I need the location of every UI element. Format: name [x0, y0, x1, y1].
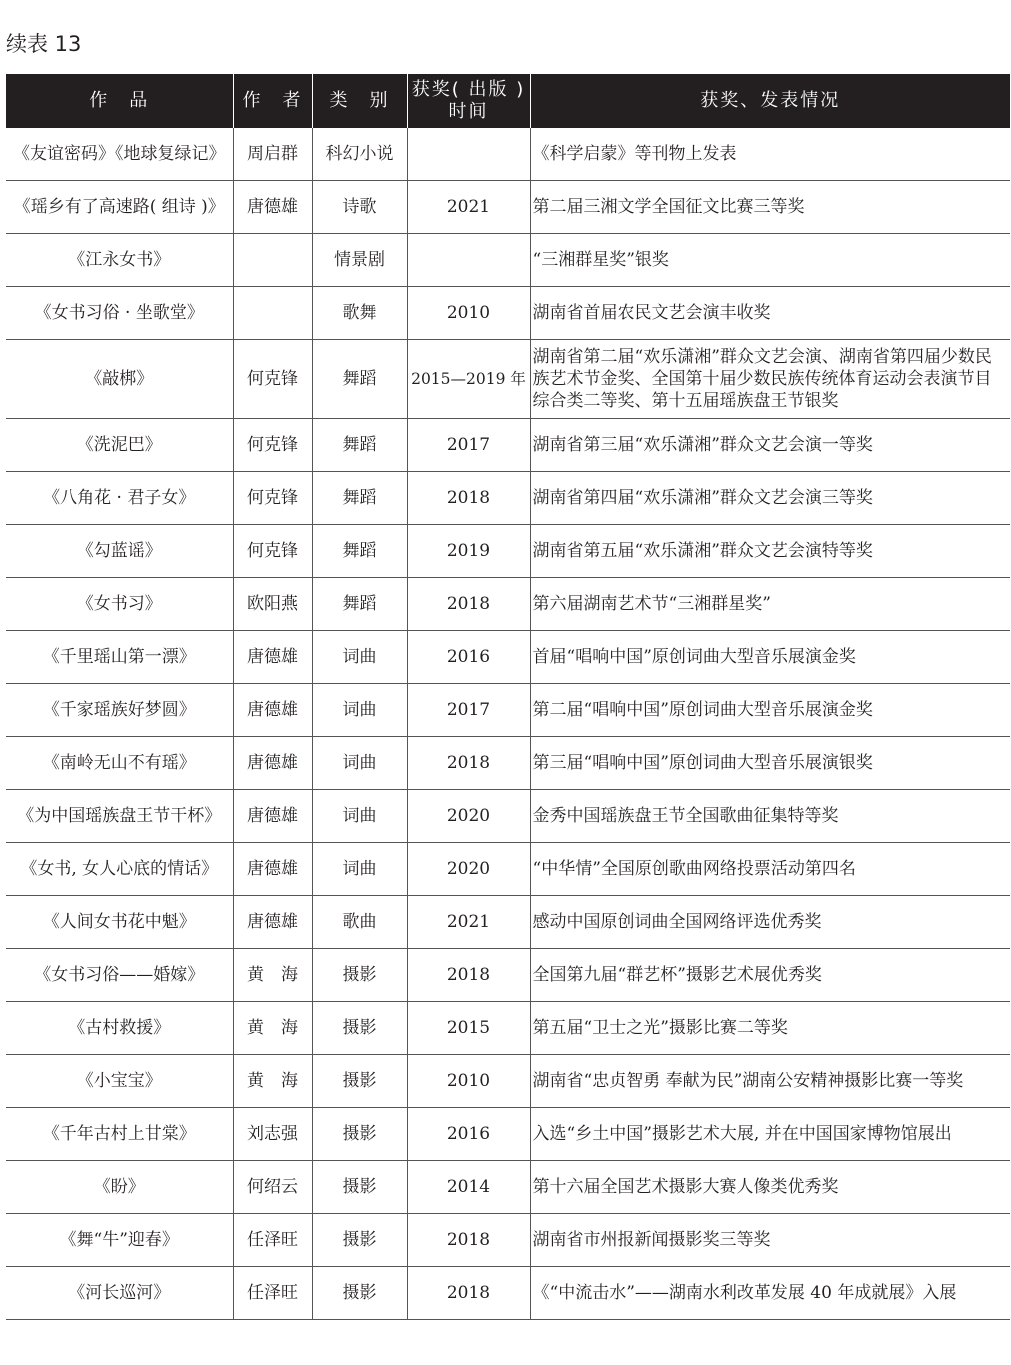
cell-work: 《小宝宝》: [6, 1055, 233, 1108]
cell-author: 唐德雄: [233, 737, 312, 790]
cell-author: 任泽旺: [233, 1267, 312, 1320]
cell-author: 黄 海: [233, 1055, 312, 1108]
cell-work: 《舞“牛”迎春》: [6, 1214, 233, 1267]
cell-award: 第十六届全国艺术摄影大赛人像类优秀奖: [530, 1161, 1010, 1214]
cell-award: 金秀中国瑶族盘王节全国歌曲征集特等奖: [530, 790, 1010, 843]
table-row: [6, 843, 1010, 896]
table-row: [6, 949, 1010, 1002]
cell-work: 《女书习》: [6, 578, 233, 631]
cell-year: 2018: [407, 1214, 530, 1267]
table-row: [6, 419, 1010, 472]
cell-author: 唐德雄: [233, 181, 312, 234]
header-year-line2: 时间: [448, 101, 489, 122]
table-row: [6, 1002, 1010, 1055]
cell-author: [233, 234, 312, 287]
cell-award: “三湘群星奖”银奖: [530, 234, 1010, 287]
cell-work: 《女书习俗——婚嫁》: [6, 949, 233, 1002]
table-row: [6, 525, 1010, 578]
cell-work: 《瑶乡有了高速路( 组诗 )》: [6, 181, 233, 234]
cell-category: 舞蹈: [312, 340, 407, 419]
cell-award: 第二届“唱响中国”原创词曲大型音乐展演金奖: [530, 684, 1010, 737]
table-row: [6, 181, 1010, 234]
cell-year: 2020: [407, 843, 530, 896]
cell-category: 摄影: [312, 1161, 407, 1214]
cell-year: 2019: [407, 525, 530, 578]
table-caption: 续表 13: [6, 32, 82, 56]
cell-category: 科幻小说: [312, 128, 407, 181]
cell-work: 《敲梆》: [6, 340, 233, 419]
table-row: [6, 684, 1010, 737]
cell-category: 摄影: [312, 1002, 407, 1055]
cell-author: 何克锋: [233, 340, 312, 419]
cell-year: 2010: [407, 1055, 530, 1108]
cell-award: 《科学启蒙》等刊物上发表: [530, 128, 1010, 181]
cell-category: 摄影: [312, 1055, 407, 1108]
cell-year: 2018: [407, 737, 530, 790]
cell-work: 《河长巡河》: [6, 1267, 233, 1320]
cell-category: 词曲: [312, 631, 407, 684]
table-row: [6, 340, 1010, 419]
cell-award: 湖南省第二届“欢乐潇湘”群众文艺会演、湖南省第四届少数民族艺术节金奖、全国第十届少数民族传统体育运动会表演节目综合类二等奖、第十五届瑶族盘王节银奖: [530, 340, 1010, 419]
cell-author: 刘志强: [233, 1108, 312, 1161]
cell-year: 2018: [407, 1267, 530, 1320]
cell-author: 何绍云: [233, 1161, 312, 1214]
table-row: [6, 1108, 1010, 1161]
cell-award: 感动中国原创词曲全国网络评选优秀奖: [530, 896, 1010, 949]
cell-year: 2021: [407, 896, 530, 949]
cell-category: 歌曲: [312, 896, 407, 949]
cell-year: 2016: [407, 631, 530, 684]
cell-award: 首届“唱响中国”原创词曲大型音乐展演金奖: [530, 631, 1010, 684]
cell-work: 《千家瑶族好梦圆》: [6, 684, 233, 737]
awards-table: [6, 74, 1010, 1320]
cell-category: 摄影: [312, 1214, 407, 1267]
cell-author: 唐德雄: [233, 896, 312, 949]
table-header-row: [6, 74, 1010, 128]
table-row: [6, 790, 1010, 843]
cell-category: 情景剧: [312, 234, 407, 287]
cell-category: 词曲: [312, 843, 407, 896]
cell-year: [407, 128, 530, 181]
cell-work: 《八角花 · 君子女》: [6, 472, 233, 525]
cell-category: 词曲: [312, 790, 407, 843]
cell-author: [233, 287, 312, 340]
cell-author: 唐德雄: [233, 790, 312, 843]
cell-work: 《女书, 女人心底的情话》: [6, 843, 233, 896]
header-year-line1: 获奖( 出版 ): [411, 79, 526, 100]
cell-award: 湖南省第三届“欢乐潇湘”群众文艺会演一等奖: [530, 419, 1010, 472]
cell-category: 摄影: [312, 1108, 407, 1161]
cell-award: 湖南省第五届“欢乐潇湘”群众文艺会演特等奖: [530, 525, 1010, 578]
cell-author: 何克锋: [233, 419, 312, 472]
cell-work: 《人间女书花中魁》: [6, 896, 233, 949]
table-row: [6, 128, 1010, 181]
cell-category: 舞蹈: [312, 525, 407, 578]
header-year: [407, 74, 530, 128]
table-row: [6, 1214, 1010, 1267]
table-row: [6, 234, 1010, 287]
cell-award: 全国第九届“群艺杯”摄影艺术展优秀奖: [530, 949, 1010, 1002]
header-author: 作 者: [233, 74, 312, 128]
table-row: [6, 896, 1010, 949]
cell-year: 2014: [407, 1161, 530, 1214]
cell-year: 2017: [407, 419, 530, 472]
header-award: 获奖、发表情况: [530, 74, 1010, 128]
cell-work: 《勾蓝谣》: [6, 525, 233, 578]
cell-author: 唐德雄: [233, 631, 312, 684]
cell-work: 《江永女书》: [6, 234, 233, 287]
cell-author: 欧阳燕: [233, 578, 312, 631]
cell-award: 湖南省首届农民文艺会演丰收奖: [530, 287, 1010, 340]
cell-author: 黄 海: [233, 949, 312, 1002]
cell-category: 舞蹈: [312, 419, 407, 472]
cell-category: 词曲: [312, 737, 407, 790]
cell-category: 摄影: [312, 1267, 407, 1320]
table-row: [6, 1267, 1010, 1320]
cell-work: 《盼》: [6, 1161, 233, 1214]
cell-author: 何克锋: [233, 525, 312, 578]
cell-category: 诗歌: [312, 181, 407, 234]
table-row: [6, 1055, 1010, 1108]
table-row: [6, 631, 1010, 684]
cell-work: 《洗泥巴》: [6, 419, 233, 472]
cell-work: 《友谊密码》《地球复绿记》: [6, 128, 233, 181]
cell-category: 舞蹈: [312, 578, 407, 631]
cell-award: 《“中流击水”——湖南水利改革发展 40 年成就展》入展: [530, 1267, 1010, 1320]
cell-year: 2018: [407, 949, 530, 1002]
cell-category: 词曲: [312, 684, 407, 737]
cell-year: 2016: [407, 1108, 530, 1161]
cell-author: 任泽旺: [233, 1214, 312, 1267]
cell-year: 2017: [407, 684, 530, 737]
cell-award: 第三届“唱响中国”原创词曲大型音乐展演银奖: [530, 737, 1010, 790]
cell-award: “中华情”全国原创歌曲网络投票活动第四名: [530, 843, 1010, 896]
cell-category: 舞蹈: [312, 472, 407, 525]
table-row: [6, 287, 1010, 340]
table-row: [6, 472, 1010, 525]
cell-year: 2018: [407, 578, 530, 631]
cell-work: 《古村救援》: [6, 1002, 233, 1055]
cell-award: 湖南省市州报新闻摄影奖三等奖: [530, 1214, 1010, 1267]
cell-award: 第五届“卫士之光”摄影比赛二等奖: [530, 1002, 1010, 1055]
cell-work: 《南岭无山不有瑶》: [6, 737, 233, 790]
cell-award: 湖南省“忠贞智勇 奉献为民”湖南公安精神摄影比赛一等奖: [530, 1055, 1010, 1108]
cell-work: 《千年古村上甘棠》: [6, 1108, 233, 1161]
table-row: [6, 578, 1010, 631]
cell-author: 唐德雄: [233, 684, 312, 737]
header-category: 类 别: [312, 74, 407, 128]
cell-category: 摄影: [312, 949, 407, 1002]
cell-award: 第六届湖南艺术节“三湘群星奖”: [530, 578, 1010, 631]
cell-work: 《女书习俗 · 坐歌堂》: [6, 287, 233, 340]
table-row: [6, 1161, 1010, 1214]
cell-category: 歌舞: [312, 287, 407, 340]
cell-work: 《千里瑶山第一漂》: [6, 631, 233, 684]
cell-award: 入选“乡土中国”摄影艺术大展, 并在中国国家博物馆展出: [530, 1108, 1010, 1161]
cell-year: 2018: [407, 472, 530, 525]
cell-author: 黄 海: [233, 1002, 312, 1055]
table-row: [6, 737, 1010, 790]
cell-year: [407, 234, 530, 287]
cell-award: 湖南省第四届“欢乐潇湘”群众文艺会演三等奖: [530, 472, 1010, 525]
cell-award: 第二届三湘文学全国征文比赛三等奖: [530, 181, 1010, 234]
cell-work: 《为中国瑶族盘王节干杯》: [6, 790, 233, 843]
cell-year: 2015—2019 年: [407, 340, 530, 419]
header-work: 作 品: [6, 74, 233, 128]
cell-author: 周启群: [233, 128, 312, 181]
cell-year: 2015: [407, 1002, 530, 1055]
cell-year: 2010: [407, 287, 530, 340]
cell-year: 2020: [407, 790, 530, 843]
cell-year: 2021: [407, 181, 530, 234]
cell-author: 何克锋: [233, 472, 312, 525]
cell-author: 唐德雄: [233, 843, 312, 896]
